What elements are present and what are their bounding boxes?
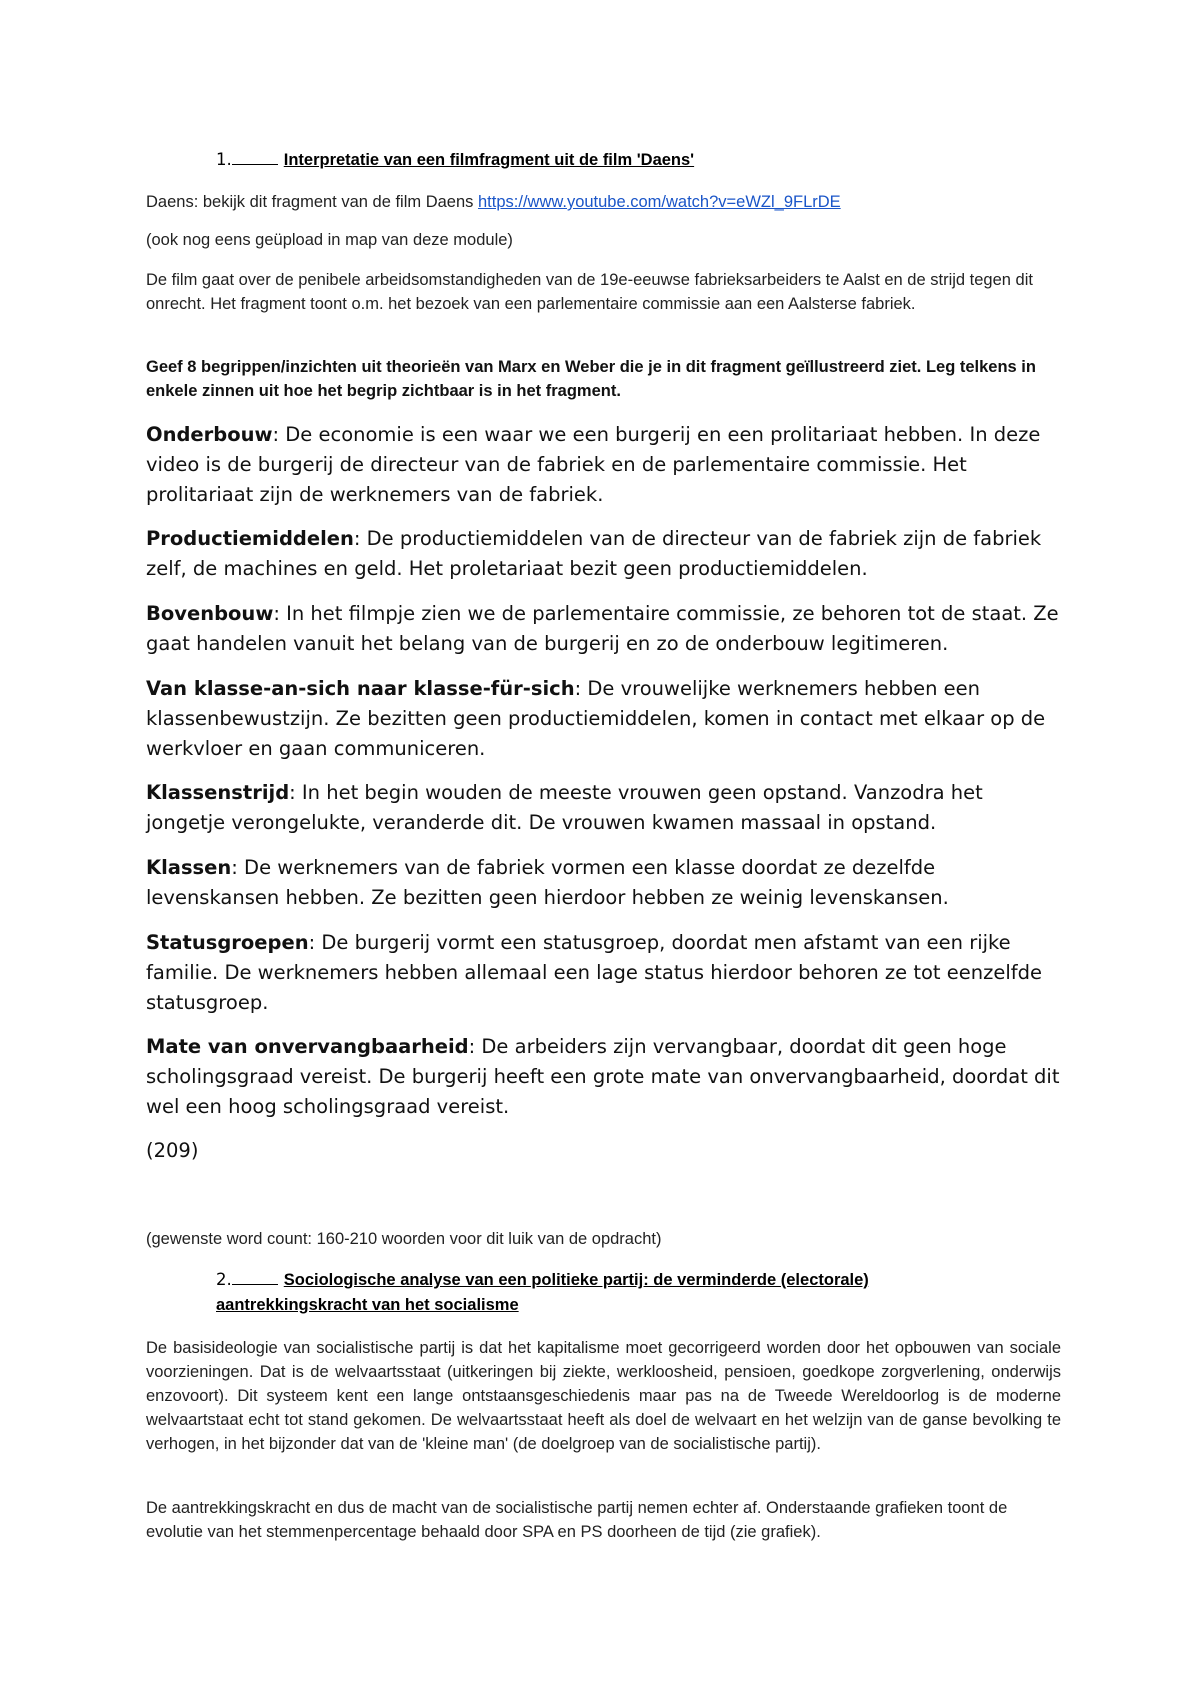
concept-text: : De werknemers van de fabriek vormen een klasse doordat ze dezelfde levenskansen hebben. Ze bezitten geen hierdoor hebben ze weinig levenskansen. <box>146 856 949 909</box>
concept-term: Bovenbouw <box>146 602 274 625</box>
concept-term: Productiemiddelen <box>146 527 354 550</box>
concept-term: Onderbouw <box>146 423 273 446</box>
intro-text: Daens: bekijk dit fragment van de film Daens <box>146 193 478 211</box>
section-1-number: 1. <box>216 150 232 169</box>
concept-term: Mate van onvervangbaarheid <box>146 1035 469 1058</box>
concept-klassen <box>146 853 1066 913</box>
word-count-value: (209) <box>146 1139 199 1162</box>
concept-klasse-an-sich <box>146 674 1066 764</box>
concept-text: : De economie is een waar we een burgerij en een prolitariaat hebben. In deze video is de burgerij de directeur van de fabriek en de parlementaire commissie. Het prolitariaat zijn de werknemers van de fabriek. <box>146 423 1041 506</box>
concept-text: : In het filmpje zien we de parlementaire commissie, ze behoren tot de staat. Ze gaat handelen vanuit het belang van de burgerij en zo de onderbouw legitimeren. <box>146 602 1059 655</box>
concept-text: : De vrouwelijke werknemers hebben een klassenbewustzijn. Ze bezitten geen productiemiddelen, komen in contact met elkaar op de werkvloer en gaan communiceren. <box>146 677 1046 760</box>
heading-tab-underline <box>232 1270 278 1285</box>
concept-term: Klassenstrijd <box>146 781 290 804</box>
section-2-title-line2: aantrekkingskracht van het socialisme <box>216 1296 519 1314</box>
concept-statusgroepen <box>146 928 1066 1018</box>
concept-bovenbouw <box>146 599 1066 659</box>
concept-text: : De arbeiders zijn vervangbaar, doordat dit geen hoge scholingsgraad vereist. De burgerij heeft een grote mate van onvervangbaarheid, doordat dit wel een hoog scholingsgraad vereist. <box>146 1035 1060 1118</box>
section-2-title-line1: Sociologische analyse van een politieke partij: de verminderde (electorale) <box>283 1271 869 1289</box>
concept-onvervangbaarheid <box>146 1032 1066 1122</box>
socialism-paragraph-1: De basisideologie van socialistische partij is dat het kapitalisme moet gecorrigeerd worden door het opbouwen van sociale voorzieningen. Dat is de welvaartsstaat (uitkeringen bij ziekte, werkloosheid, pensioen, goedkope zorgverlening, onderwijs enzovoort). Dit systeem kent een lange ontstaansgeschiedenis maar pas na de Tweede Wereldoorlog is de moderne welvaartstaat echt tot stand gekomen. De welvaartsstaat heeft als doel de welvaart en het welzijn van de ganse bevolking te verhogen, in het bijzonder dat van de 'kleine man' (de doelgroep van de socialistische partij). <box>146 1339 1061 1453</box>
concept-term: Klassen <box>146 856 232 879</box>
concept-text: : De burgerij vormt een statusgroep, doordat men afstamt van een rijke familie. De werknemers hebben allemaal een lage status hierdoor behoren ze tot eenzelfde statusgroep. <box>146 931 1043 1014</box>
concept-onderbouw <box>146 420 1066 510</box>
concept-term: Statusgroepen <box>146 931 309 954</box>
section-2-heading <box>216 1268 869 1292</box>
section-1-title: Interpretatie van een filmfragment uit de film 'Daens' <box>283 151 695 169</box>
section-1-heading <box>216 148 694 172</box>
word-count-target: (gewenste word count: 160-210 woorden voor dit luik van de opdracht) <box>146 1230 662 1248</box>
section-2-number: 2. <box>216 1270 232 1289</box>
youtube-link[interactable]: https://www.youtube.com/watch?v=eWZl_9FLrDE <box>478 193 841 211</box>
intro-line <box>146 190 1066 214</box>
concept-text: : In het begin wouden de meeste vrouwen geen opstand. Vanzodra het jongetje verongelukte, veranderde dit. De vrouwen kwamen massaal in opstand. <box>146 781 983 834</box>
upload-note: (ook nog eens geüpload in map van deze module) <box>146 231 513 249</box>
section-2-heading-line2 <box>216 1293 519 1317</box>
assignment-question: Geef 8 begrippen/inzichten uit theorieën van Marx en Weber die je in dit fragment geïllustreerd ziet. Leg telkens in enkele zinnen uit hoe het begrip zichtbaar is in het fragment. <box>146 358 1036 400</box>
film-description: De film gaat over de penibele arbeidsomstandigheden van de 19e-eeuwse fabrieksarbeiders te Aalst en de strijd tegen dit onrecht. Het fragment toont o.m. het bezoek van een parlementaire commissie aan een Aalsterse fabriek. <box>146 271 1033 313</box>
concept-text: : De productiemiddelen van de directeur van de fabriek zijn de fabriek zelf, de machines en geld. Het proletariaat bezit geen productiemiddelen. <box>146 527 1042 580</box>
concept-term: Van klasse-an-sich naar klasse-für-sich <box>146 677 575 700</box>
socialism-paragraph-2: De aantrekkingskracht en dus de macht van de socialistische partij nemen echter af. Onderstaande grafieken toont de evolutie van het stemmenpercentage behaald door SPA en PS doorheen de tijd (zie grafiek). <box>146 1499 1008 1541</box>
heading-tab-underline <box>232 150 278 165</box>
concept-klassenstrijd <box>146 778 1066 838</box>
concept-productiemiddelen <box>146 524 1066 584</box>
